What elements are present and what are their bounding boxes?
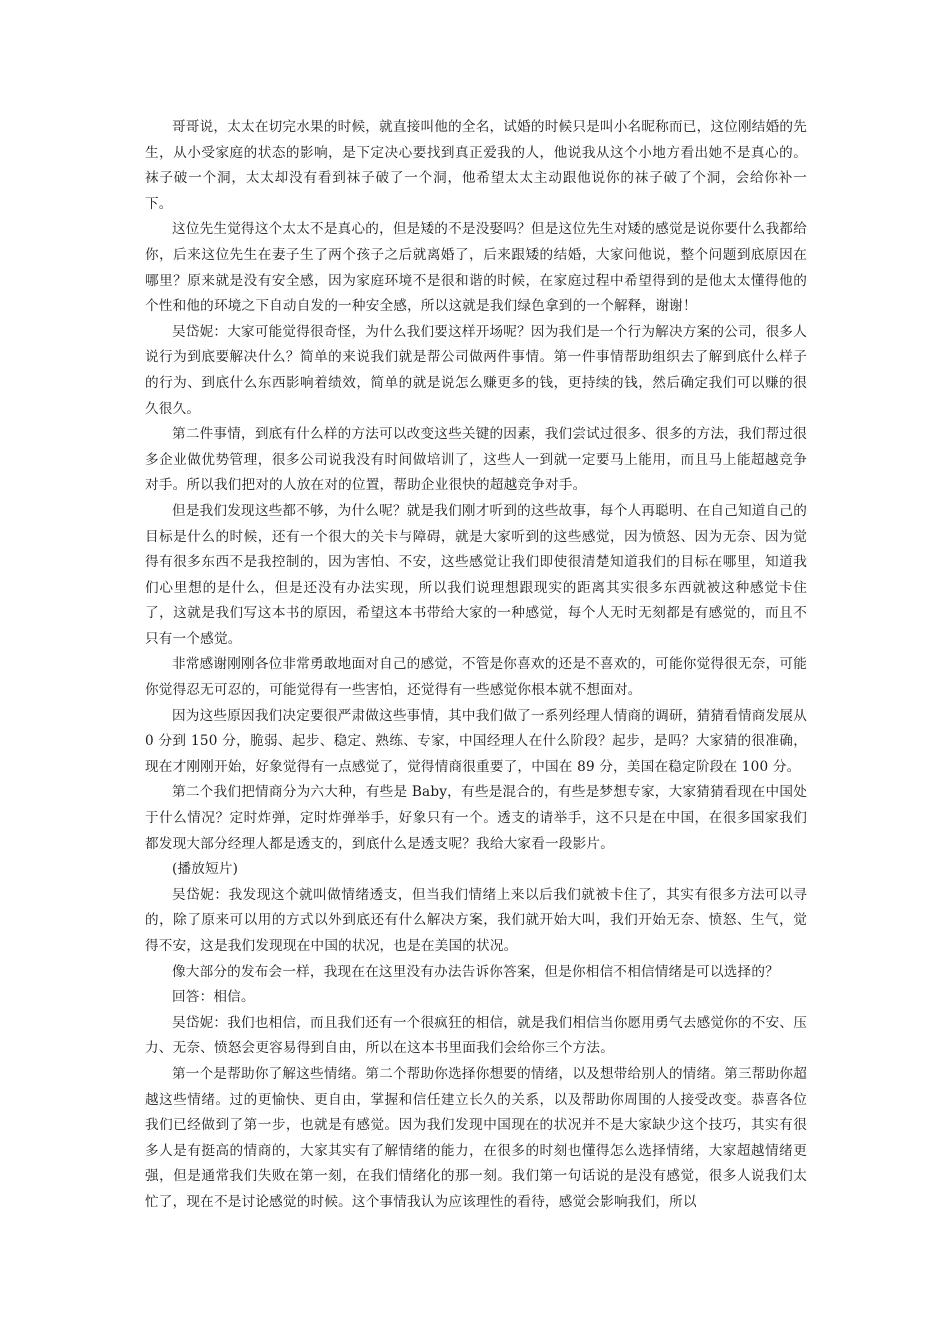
paragraph: 吴岱妮：我们也相信，而且我们还有一个很疯狂的相信，就是我们相信当你愿用勇气去感觉你的不安、压力、无奈、愤怒会更容易得到自由，所以在这本书里面我们会给你三个方法。 — [145, 1014, 807, 1057]
paragraph: 这位先生觉得这个太太不是真心的，但是矮的不是没娶吗？但是这位先生对矮的感觉是说你要什么我都给你，后来这位先生在妻子生了两个孩子之后就离婚了，后来跟矮的结婚，大家问他说，整个问题到底原因在哪里？原来就是没有安全感，因为家庭环境不是很和谐的时候，在家庭过程中希望得到的是他太太懂得他的个性和他的环境之下自动自发的一种安全感，所以这就是我们绿色拿到的一个解释，谢谢！ — [145, 221, 807, 315]
paragraph: (播放短片) — [172, 861, 239, 878]
paragraph: 非常感谢刚刚各位非常勇敢地面对自己的感觉，不管是你喜欢的还是不喜欢的，可能你觉得很无奈，可能你觉得忍无可忍的，可能觉得有一些害怕，还觉得有一些感觉你根本就不想面对。 — [145, 656, 807, 699]
paragraph: 但是我们发现这些都不够，为什么呢？就是我们刚才听到的这些故事，每个人再聪明、在自己知道自己的目标是什么的时候，还有一个很大的关卡与障碍，就是大家听到的这些感觉，因为愤怒、因为无奈、因为觉得有很多东西不是我控制的，因为害怕、不安，这些感觉让我们即使很清楚知道我们的目标在哪里，知道我们心里想的是什么，但是还没有办法实现，所以我们说理想跟现实的距离其实很多东西就被这种感觉卡住了，这就是我们写这本书的原因，希望这本书带给大家的一种感觉，每个人无时无刻都是有感觉的，而且不只有一个感觉。 — [145, 502, 807, 647]
paragraph: 因为这些原因我们决定要很严肃做这些事情，其中我们做了一系列经理人情商的调研，猜猜看情商发展从 0 分到 150 分，脆弱、起步、稳定、熟练、专家，中国经理人在什么阶段？起步，是吗？大家猜的很准确，现在才刚刚开始，好象觉得有一点感觉了，觉得情商很重要了，中国在 89 分，美国在稳定阶段在 100 分。 — [145, 707, 807, 775]
paragraph: 吴岱妮：我发现这个就叫做情绪透支，但当我们情绪上来以后我们就被卡住了，其实有很多方法可以寻的，除了原来可以用的方式以外到底还有什么解决方案，我们就开始大叫，我们开始无奈、愤怒、生气，觉得不安，这是我们发现现在中国的状况，也是在美国的状况。 — [145, 886, 807, 954]
paragraph: 第一个是帮助你了解这些情绪。第二个帮助你选择你想要的情绪，以及想带给别人的情绪。第三帮助你超越这些情绪。过的更愉快、更自由，掌握和信任建立长久的关系，以及帮助你周围的人接受改变。恭喜各位我们已经做到了第一步，也就是有感觉。因为我们发现中国现在的状况并不是大家缺少这个技巧，其实有很多人是有挺高的情商的，大家其实有了解情绪的能力，在很多的时刻也懂得怎么选择情绪，大家超越情绪更强，但是通常我们失败在第一刻，在我们情绪化的那一刻。我们第一句话说的是没有感觉，很多人说我们太忙了，现在不是讨论感觉的时候。这个事情我认为应该理性的看待，感觉会影响我们，所以 — [145, 1065, 807, 1210]
paragraph: 哥哥说，太太在切完水果的时候，就直接叫他的全名，试婚的时候只是叫小名昵称而已，这位刚结婚的先生，从小受家庭的状态的影响，是下定决心要找到真正爱我的人，他说我从这个小地方看出她不是真心的。袜子破一个洞，太太却没有看到袜子破了一个洞，他希望太太主动跟他说你的袜子破了个洞，会给你补一下。 — [145, 119, 807, 212]
paragraph: 第二个我们把情商分为六大种，有些是 Baby，有些是混合的，有些是梦想专家，大家猜猜看现在中国处于什么情况？定时炸弹，定时炸弹举手，好象只有一个。透支的请举手，这不只是在中国，在很多国家我们都发现大部分经理人都是透支的，到底什么是透支呢？我给大家看一段影片。 — [145, 784, 807, 852]
paragraph: 吴岱妮：大家可能觉得很奇怪，为什么我们要这样开场呢？因为我们是一个行为解决方案的公司，很多人说行为到底要解决什么？简单的来说我们就是帮公司做两件事情。第一件事情帮助组织去了解到底什么样子的行为、到底什么东西影响着绩效，简单的就是说怎么赚更多的钱，更持续的钱，然后确定我们可以赚的很久很久。 — [145, 323, 807, 417]
paragraph: 像大部分的发布会一样，我现在在这里没有办法告诉你答案，但是你相信不相信情绪是可以选择的？ — [172, 963, 779, 980]
document-body — [145, 115, 807, 1216]
paragraph: 回答：相信。 — [172, 989, 255, 1006]
paragraph: 第二件事情，到底有什么样的方法可以改变这些关键的因素，我们尝试过很多、很多的方法，我们帮过很多企业做优势管理，很多公司说我没有时间做培训了，这些人一到就一定要马上能用，而且马上能超越竞争对手。所以我们把对的人放在对的位置，帮助企业很快的超越竞争对手。 — [145, 426, 807, 494]
